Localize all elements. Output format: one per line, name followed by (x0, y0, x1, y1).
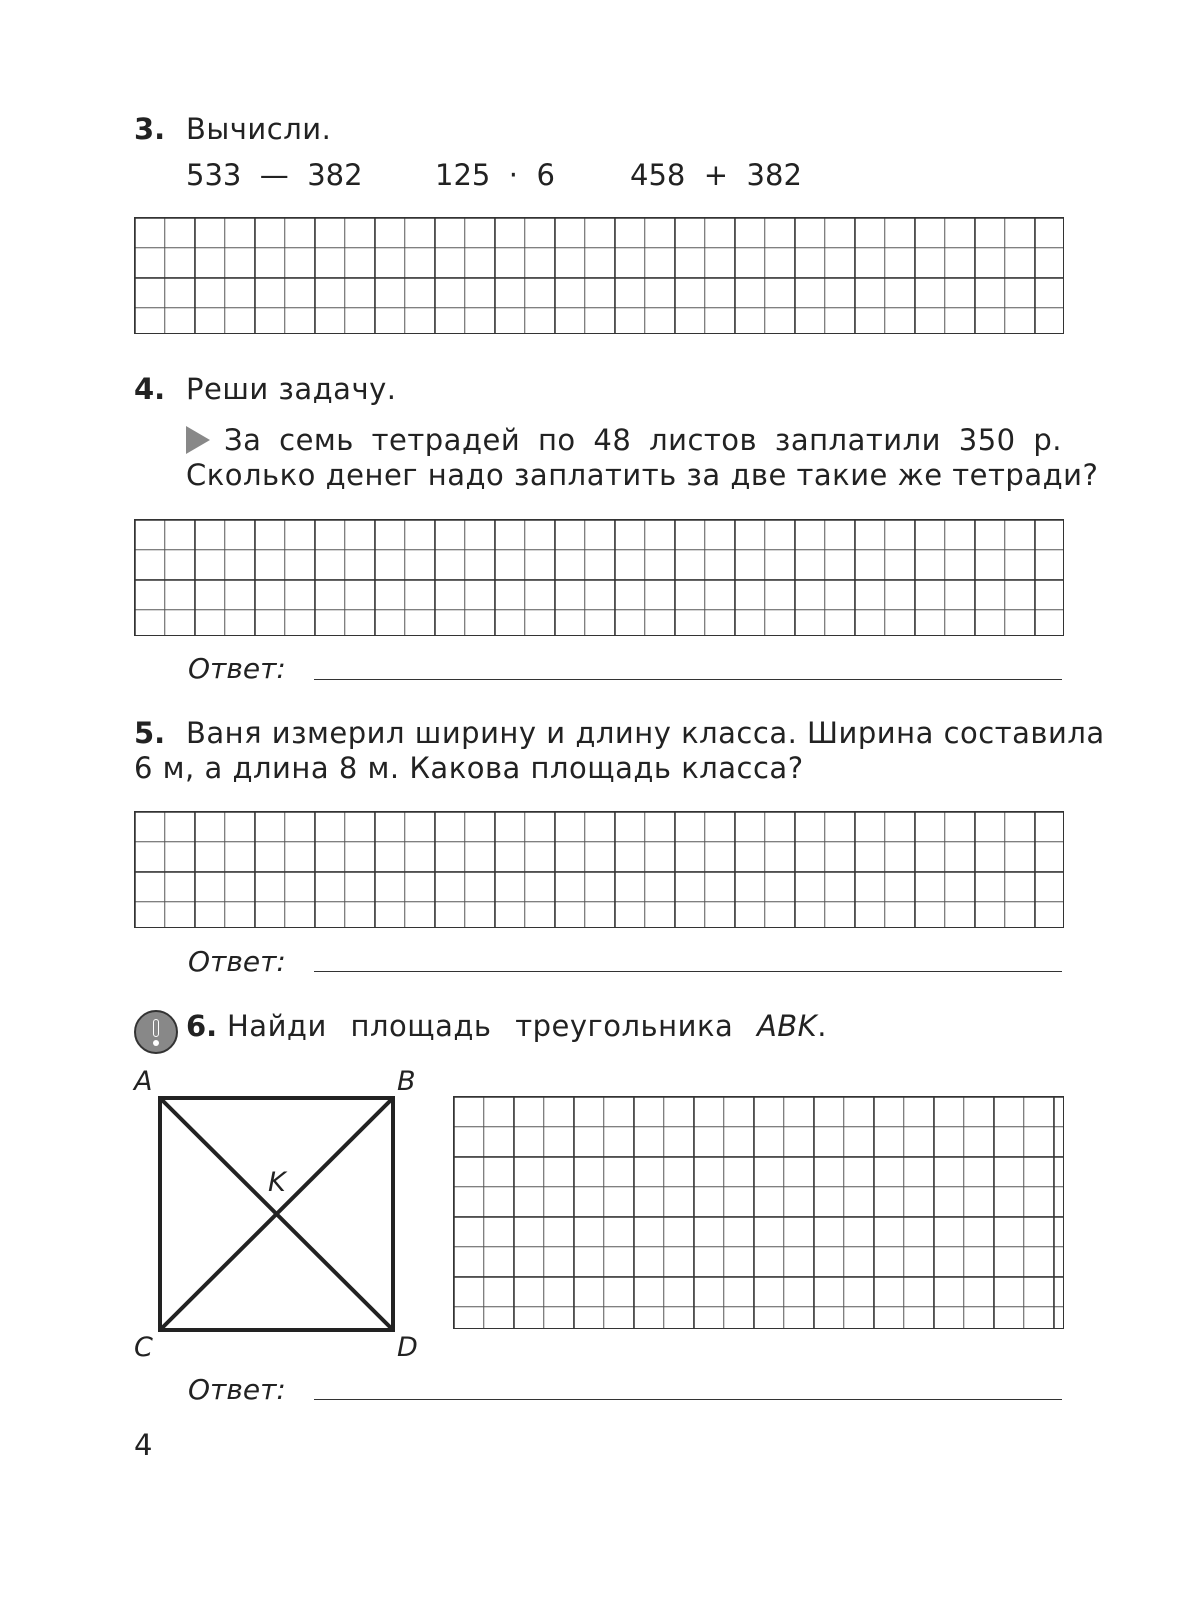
task-3-grid[interactable] (134, 217, 1064, 334)
task-5-grid[interactable] (134, 811, 1064, 928)
point-c-label: C (134, 1332, 153, 1363)
task-4-answer-label: Ответ: (188, 652, 286, 685)
task-6-title: Найди площадь треугольника ABK. (227, 1009, 827, 1043)
task-4-line-2: Сколько денег надо заплатить за две такие же тетради? (186, 458, 1099, 492)
task-5-answer-line[interactable] (314, 971, 1062, 972)
figure-name: ABK (756, 1009, 818, 1043)
expression-1: 533 — 382 (186, 158, 363, 192)
task-6-number: 6. (186, 1009, 218, 1043)
square-figure (150, 1090, 406, 1340)
task-3-number: 3. (134, 112, 166, 146)
task-5-line-1: Ваня измерил ширину и длину класса. Ширина составила (186, 716, 1105, 750)
task-4-title: Реши задачу. (186, 372, 397, 406)
task-4-number: 4. (134, 372, 166, 406)
task-6-answer-label: Ответ: (188, 1373, 286, 1406)
point-b-label: B (397, 1066, 416, 1097)
task-5-number: 5. (134, 716, 166, 750)
task-5-line-2: 6 м, а длина 8 м. Какова площадь класса? (134, 751, 804, 785)
task-3-title: Вычисли. (186, 112, 332, 146)
task-6-grid[interactable] (453, 1096, 1064, 1329)
task-4-line-1: За семь тетрадей по 48 листов заплатили 350 р. (186, 423, 1062, 457)
task-4-answer-line[interactable] (314, 679, 1062, 680)
exclamation-icon (134, 1010, 178, 1054)
point-k-label: K (268, 1167, 286, 1198)
task-6-answer-line[interactable] (314, 1399, 1062, 1400)
task-5-answer-label: Ответ: (188, 945, 286, 978)
page-number: 4 (134, 1428, 153, 1462)
point-d-label: D (397, 1332, 418, 1363)
task-4-grid[interactable] (134, 519, 1064, 636)
expression-2: 125 · 6 (435, 158, 555, 192)
expression-3: 458 + 382 (630, 158, 802, 192)
point-a-label: A (134, 1066, 153, 1097)
triangle-marker-icon (186, 426, 210, 454)
